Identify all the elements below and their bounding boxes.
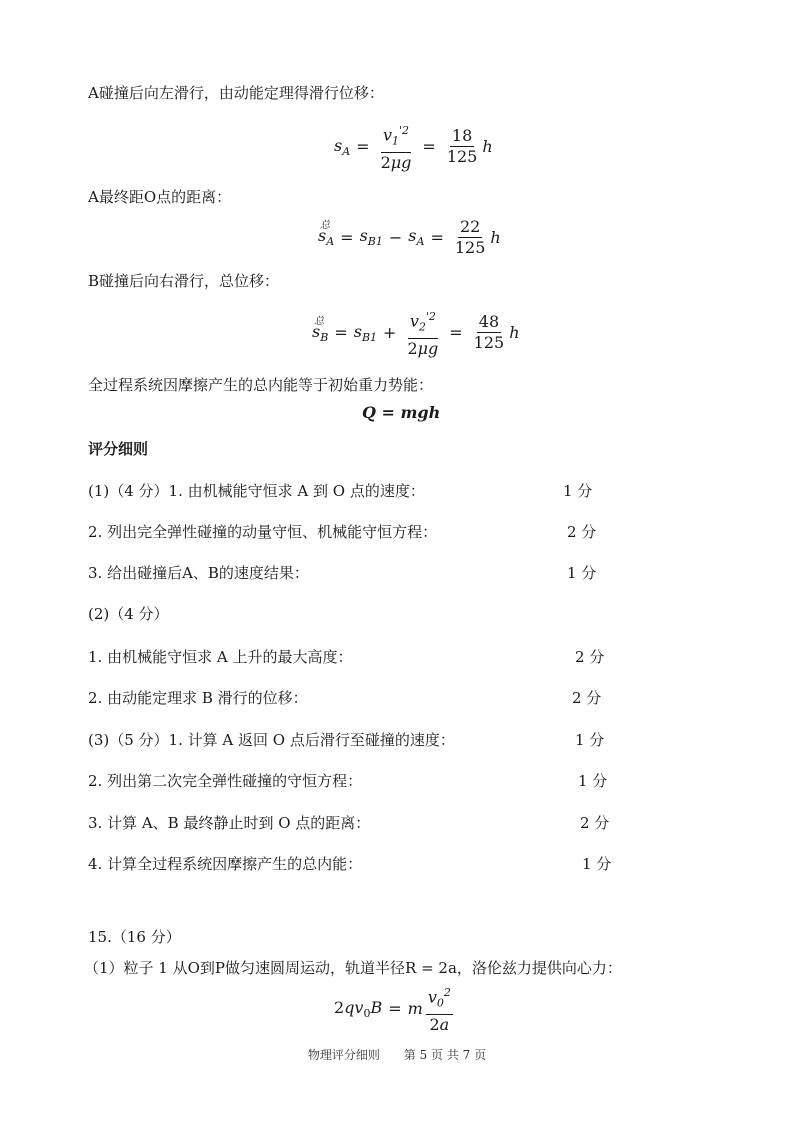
formula-lorentz: $2qv_0B$ = m $\frac{v_0^2}{2a}$	[334, 986, 451, 1034]
rubric-item: (2)（4 分）	[88, 605, 169, 623]
score-value: 1 分	[567, 564, 597, 582]
score-value: 1 分	[563, 482, 593, 500]
fraction-denominator: 125	[473, 333, 505, 353]
score-value: 2 分	[575, 648, 605, 666]
rubric-item: (1)（4 分）1. 由机械能守恒求 A 到 O 点的速度：	[88, 482, 425, 500]
rubric-item: 2. 由动能定理求 B 滑行的位移：	[88, 689, 308, 707]
formula-sa-total: s 总 $_A$ = $s_{B1}$ − $s_A$ = $\frac{22}{125}$ h	[318, 217, 501, 257]
score-value: 2 分	[580, 814, 610, 832]
text-line: （1）粒子 1 从O到P做匀速圆周运动，轨道半径R = 2a，洛伦兹力提供向心力：	[84, 959, 622, 977]
formula-sb-total: s 总 $_B$ = $s_{B1}$ + $\frac{v_2^{'2}}{2\mu g}$ = $\frac{48}{125}$ h	[312, 310, 520, 358]
text-line: A碰撞后向左滑行，由动能定理得滑行位移：	[88, 84, 384, 102]
question-number: 15.（16 分）	[88, 928, 181, 946]
score-value: 2 分	[572, 689, 602, 707]
rubric-item: 2. 列出第二次完全弹性碰撞的守恒方程：	[88, 772, 363, 790]
formula-q: Q = mgh	[362, 403, 441, 422]
rubric-item: 2. 列出完全弹性碰撞的动量守恒、机械能守恒方程：	[88, 523, 438, 541]
fraction-numerator: 22	[459, 217, 481, 236]
rubric-item: 1. 由机械能守恒求 A 上升的最大高度：	[88, 648, 353, 666]
rubric-item: 4. 计算全过程系统因摩擦产生的总内能：	[88, 855, 363, 873]
superscript-total: 总	[314, 315, 324, 327]
score-value: 1 分	[582, 855, 612, 873]
rubric-item: (3)（5 分）1. 计算 A 返回 O 点后滑行至碰撞的速度：	[88, 731, 455, 749]
score-value: 2 分	[567, 523, 597, 541]
fraction-numerator: 48	[478, 312, 500, 332]
rubric-item: 3. 给出碰撞后A、B的速度结果：	[88, 564, 309, 582]
text-line: A最终距O点的距离：	[88, 188, 232, 206]
fraction-denominator: 125	[446, 147, 478, 167]
score-value: 1 分	[578, 772, 608, 790]
text-line: B碰撞后向右滑行，总位移：	[88, 272, 280, 290]
footer-page-number: 第 5 页 共 7 页	[403, 1048, 487, 1062]
fraction-denominator: 125	[454, 238, 486, 257]
text-line: 全过程系统因摩擦产生的总内能等于初始重力势能：	[88, 376, 434, 394]
rubric-item: 3. 计算 A、B 最终静止时到 O 点的距离：	[88, 814, 371, 832]
score-value: 1 分	[575, 731, 605, 749]
superscript-total: 总	[320, 220, 330, 232]
formula-sa: $s_A$ = $\frac{v_1^{'2}}{2\mu g}$ = $\frac{18}{125}$ h	[334, 124, 493, 172]
section-heading: 评分细则	[88, 440, 149, 458]
fraction-numerator: 18	[451, 126, 473, 146]
page-footer	[0, 1046, 794, 1063]
footer-doc-title: 物理评分细则	[307, 1048, 380, 1062]
